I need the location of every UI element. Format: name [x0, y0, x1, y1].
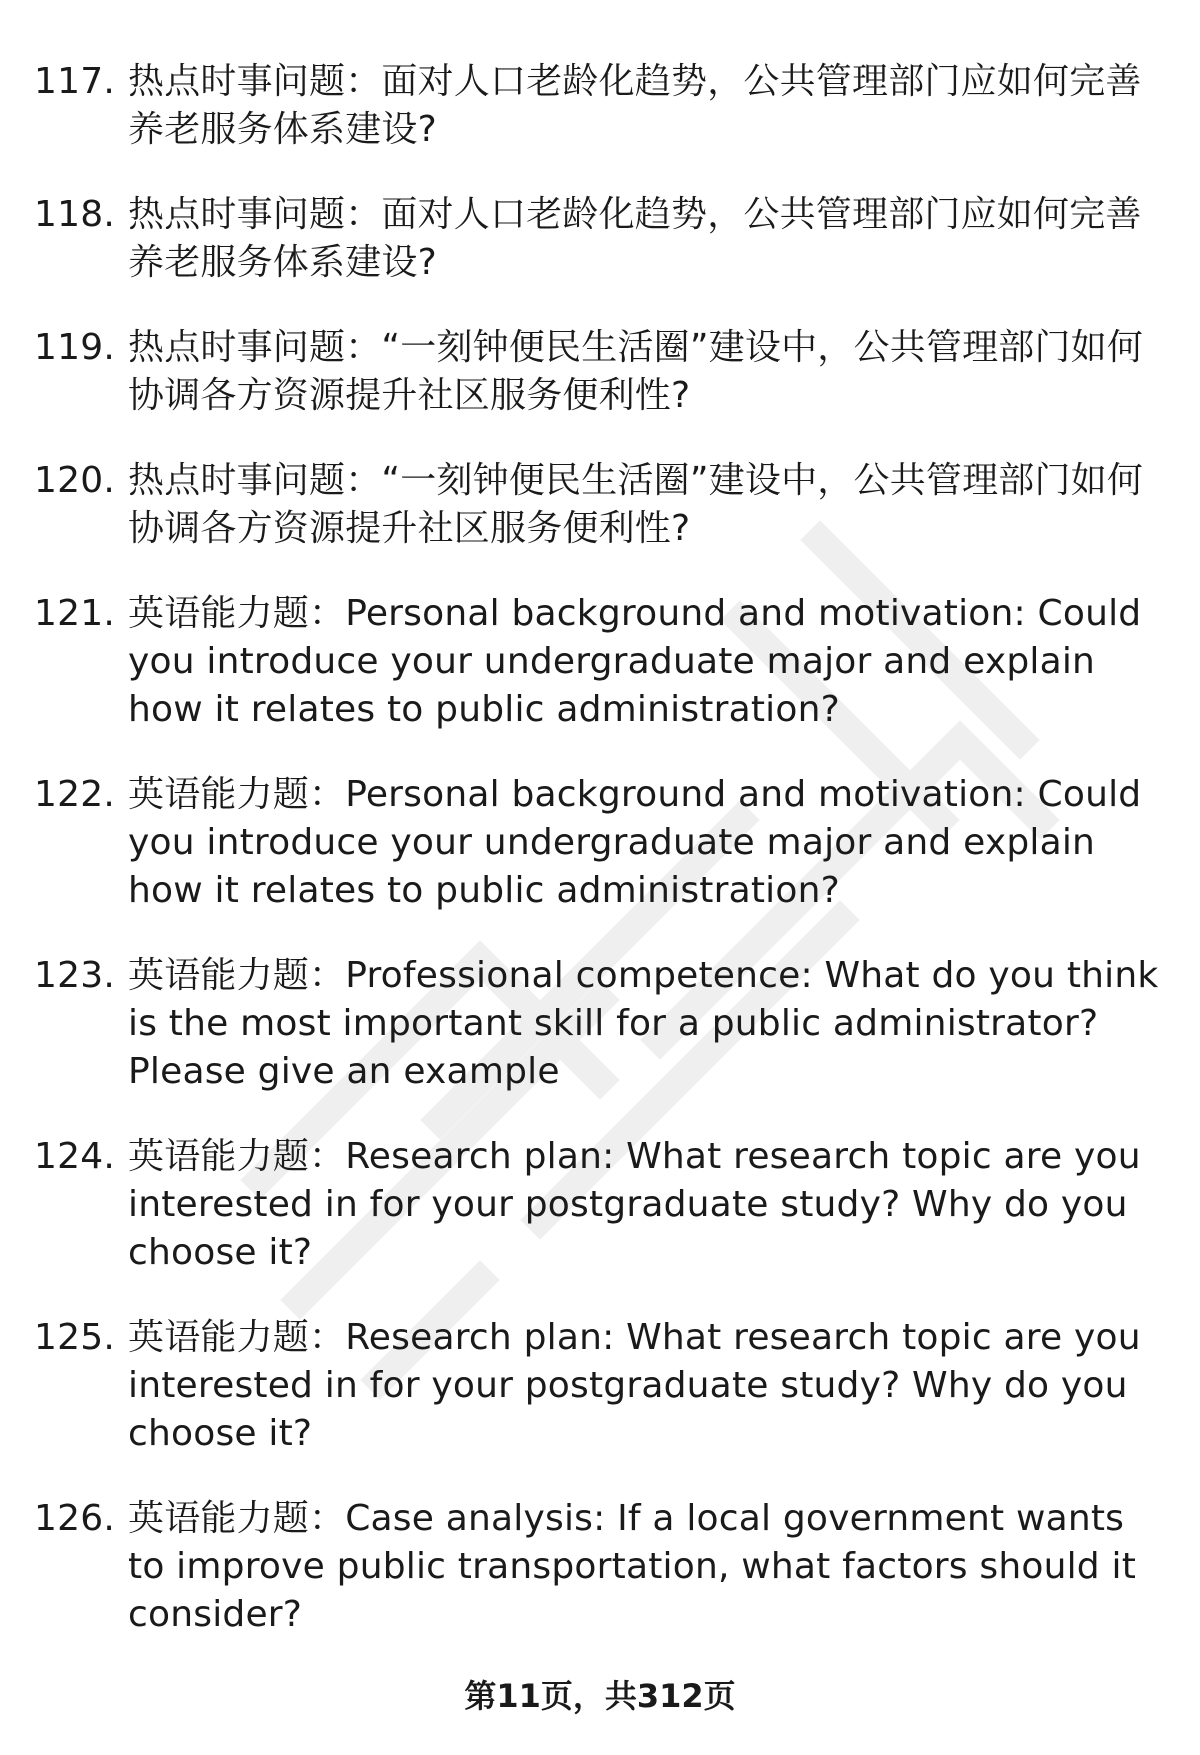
question-item [0, 324, 1200, 420]
question-text: 热点时事问题：“一刻钟便民生活圈”建设中，公共管理部门如何协调各方资源提升社区服务便利性? [128, 327, 1144, 416]
page-footer: 第11页，共312页 [464, 1677, 736, 1715]
question-number: 120. [34, 460, 115, 501]
question-item [0, 1314, 1200, 1458]
question-item [0, 952, 1200, 1096]
question-text: 英语能力题：Research plan: What research topic are you interested in for your postgraduate study? Why do you choose it? [128, 1317, 1141, 1454]
question-item [0, 1495, 1200, 1639]
question-number: 126. [34, 1498, 115, 1539]
question-text: 英语能力题：Personal background and motivation: Could you introduce your undergraduate major and explain how it relates to public administration? [128, 774, 1142, 911]
question-text: 热点时事问题：“一刻钟便民生活圈”建设中，公共管理部门如何协调各方资源提升社区服务便利性? [128, 460, 1144, 549]
question-item [0, 590, 1200, 734]
question-item [0, 1133, 1200, 1277]
question-text: 英语能力题：Professional competence: What do you think is the most important skill for a public administrator? Please give an example [128, 955, 1159, 1092]
question-item [0, 58, 1200, 154]
question-item [0, 191, 1200, 287]
question-list [0, 58, 1200, 1676]
question-number: 118. [34, 194, 115, 235]
question-text: 英语能力题：Case analysis: If a local government wants to improve public transportation, what factors should it consider? [128, 1498, 1137, 1635]
question-number: 121. [34, 593, 115, 634]
question-number: 119. [34, 327, 115, 368]
question-number: 124. [34, 1136, 115, 1177]
question-item [0, 771, 1200, 915]
question-number: 123. [34, 955, 115, 996]
question-number: 117. [34, 61, 115, 102]
question-item [0, 457, 1200, 553]
question-number: 122. [34, 774, 115, 815]
question-text: 英语能力题：Research plan: What research topic are you interested in for your postgraduate study? Why do you choose it? [128, 1136, 1141, 1273]
question-number: 125. [34, 1317, 115, 1358]
question-text: 热点时事问题：面对人口老龄化趋势，公共管理部门应如何完善养老服务体系建设? [128, 61, 1142, 150]
question-text: 英语能力题：Personal background and motivation: Could you introduce your undergraduate major and explain how it relates to public administration? [128, 593, 1142, 730]
question-text: 热点时事问题：面对人口老龄化趋势，公共管理部门应如何完善养老服务体系建设? [128, 194, 1142, 283]
